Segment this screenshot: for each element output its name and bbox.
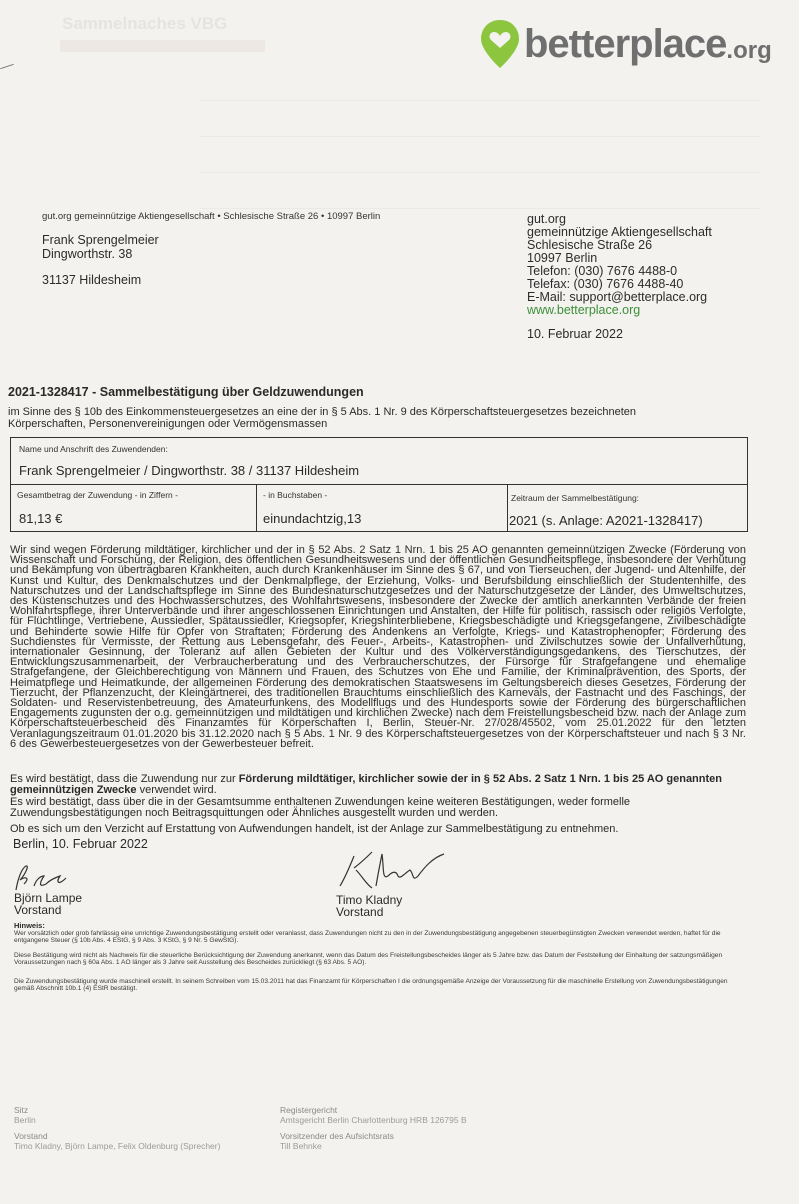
faded-table bbox=[200, 100, 760, 210]
exemption-statement: Wir sind wegen Förderung mildtätiger, kirchlicher und der in § 52 Abs. 2 Satz 1 Nrn. 1 bis 25 AO genannten gemeinnützigen Zwecke (Förderung von Wissenschaft und Forschung, der Religion, des öffentlichen Gesundheitswesens und der öffentlichen Gesundheitspflege, insbesondere der Verhütung und Bekämpfung von übertragbaren Krankheiten, auch durch Krankenhäuser im Sinne des § 67, und von Tierseuchen, der Jugend- und Altenhilfe, der Kunst und Kultur, des Denkmalschutzes und der Denkmalpflege, der Erziehung, Volks- und Berufsbildung einschließlich der Studentenhilfe, des Naturschutzes und der Landschaftspflege im Sinne des Bundesnaturschutzgesetzes und der Naturschutzgesetze der Länder, des Umweltschutzes, des Küstenschutzes und des Hochwasserschutzes, des Wohlfahrtswesens, insbesondere der Zwecke der amtlich anerkannten Verbände der freien Wohlfahrtspflege, ihrer Unterverbände und ihrer angeschlossenen Einrichtungen und Anstalten, der Hilfe für politisch, rassisch oder religiös Verfolgte, für Flüchtlinge, Vertriebene, Aussiedler, Spätaussiedler, Kriegsopfer, Kriegshinterbliebene, Kriegsbeschädigte und Kriegsgefangene, Zivilbeschädigte und Behinderte sowie Hilfe für Opfer von Straftaten; Förderung des Andenkens an Verfolgte, Kriegs- und Katastrophenopfer; Förderung des Suchdienstes für Vermisste, der Rettung aus Lebensgefahr, des Feuer-, Arbeits-, Katastrophen- und Zivilschutzes sowie der Unfallverhütung, internationaler Gesinnung, der Toleranz auf allen Gebieten der Kultur und des Völkerverständigungsgedankens, des Tierschutzes, der Entwicklungszusammenarbeit, der Verbraucherberatung und des Verbraucherschutzes, der Fürsorge für Strafgefangene und ehemalige Strafgefangene, der Gleichberechtigung von Männern und Frauen, des Schutzes von Ehe und Familie, der Kriminalprävention, des Sports, der Heimatpflege und Heimatkunde, der allgemeinen Förderung des demokratischen Staatswesens im Geltungsbereich dieses Gesetzes, Förderung der Tierzucht, der Pflanzenzucht, der Kleingärtnerei, des traditionellen Brauchtums einschließlich des Karnevals, der Fastnacht und des Faschings, der Soldaten- und Reservistenbetreuung, des Amateurfunkens, des Modellflugs und des Hundesports sowie der Förderung des bürgerschaftlichen Engagements zugunsten der o.g. gemeinnützigen und mildtätigen und kirchlichen Zwecke) nach dem Freistellungsbescheid bzw. nach der Anlage zum Körperschaftsteuerbescheid des Finanzamtes für Körperschaften I, Berlin, Steuer-Nr. 27/028/45502, vom 25.01.2022 für den letzten Veranlagungszeitraum 01.01.2020 bis 31.12.2020 nach § 5 Abs. 1 Nr. 9 des Körperschaftsteuergesetzes von der Körperschaftsteuer und nach § 3 Nr. 6 des Gewerbesteuergesetzes von der Gewerbesteuer befreit. bbox=[10, 544, 746, 750]
signer-right bbox=[336, 894, 402, 918]
amount-words-value: einundachtzig,13 bbox=[263, 511, 362, 526]
org-type: gemeinnützige Aktiengesellschaft bbox=[527, 225, 712, 239]
footer-sitz bbox=[14, 1106, 36, 1125]
org-street: Schlesische Straße 26 bbox=[527, 238, 653, 252]
expense-waiver-note: Ob es sich um den Verzicht auf Erstattung von Aufwendungen handelt, ist der Anlage zur Sammelbestätigung zu entnehmen. bbox=[10, 823, 619, 835]
footer-aufsichtsrat-label: Vorsitzender des Aufsichtsrats bbox=[280, 1131, 394, 1141]
amount-label: Gesamtbetrag der Zuwendung - in Ziffern - bbox=[17, 490, 178, 500]
footer-aufsichtsrat bbox=[280, 1132, 394, 1151]
signer-left-name: Björn Lampe bbox=[14, 891, 83, 905]
period-label: Zeitraum der Sammelbestätigung: bbox=[511, 493, 640, 503]
faded-header-text: Sammelnaches VBG bbox=[62, 14, 228, 33]
period-value: 2021 (s. Anlage: A2021-1328417) bbox=[509, 513, 703, 528]
signer-left-role: Vorstand bbox=[14, 903, 62, 917]
org-fax: Telefax: (030) 7676 4488-40 bbox=[527, 277, 684, 291]
footer-vorstand-label: Vorstand bbox=[14, 1131, 48, 1141]
org-website: www.betterplace.org bbox=[527, 303, 641, 317]
usage-confirmation-suffix: verwendet wird. bbox=[136, 783, 217, 796]
footer-register-value: Amtsgericht Berlin Charlottenburg HRB 126795 B bbox=[280, 1114, 467, 1125]
place-and-date: Berlin, 10. Februar 2022 bbox=[13, 837, 148, 851]
footer-sitz-value: Berlin bbox=[14, 1114, 36, 1125]
document-date: 10. Februar 2022 bbox=[527, 327, 623, 341]
org-name: gut.org bbox=[527, 212, 566, 226]
footer-aufsichtsrat-value: Till Behnke bbox=[280, 1140, 322, 1151]
donor-value: Frank Sprengelmeier / Dingworthstr. 38 / 31137 Hildesheim bbox=[19, 463, 360, 478]
signature-bjoern-lampe bbox=[10, 856, 80, 896]
footer-vorstand-value: Timo Kladny, Björn Lampe, Felix Oldenburg (Sprecher) bbox=[14, 1140, 221, 1151]
usage-confirmation-purpose: Förderung mildtätiger, kirchlicher sowie der in § 52 Abs. 2 Satz 1 Nrn. 1 bis 25 AO genannten gemeinnützigen Zwecke bbox=[10, 773, 722, 796]
signer-right-role: Vorstand bbox=[336, 905, 384, 919]
note-liability: Wer vorsätzlich oder grob fahrlässig eine unrichtige Zuwendungsbestätigung erstellt oder veranlasst, dass Zuwendungen nicht zu den in der Zuwendungsbestätigung angegebenen steuerbegünstigten Zwecken verwendet werden, haftet für die entgangene Steuer (§ 10b Abs. 4 EStG, § 9 Abs. 3 KStG, § 9 Nr. 5 GewStG). bbox=[14, 930, 721, 945]
footer-sitz-label: Sitz bbox=[14, 1105, 29, 1115]
donor-label: Name und Anschrift des Zuwendenden: bbox=[19, 444, 168, 454]
recipient-address bbox=[42, 233, 159, 261]
document-title: 2021-1328417 - Sammelbestätigung über Geldzuwendungen bbox=[8, 385, 364, 399]
recipient-street: Dingworthstr. 38 bbox=[42, 247, 133, 261]
footer-register-label: Registergericht bbox=[280, 1105, 338, 1115]
logo-wordmark: betterplace bbox=[524, 21, 727, 66]
signer-right-name: Timo Kladny bbox=[336, 893, 403, 907]
usage-confirmation-prefix: Es wird bestätigt, dass die Zuwendung nur zur bbox=[10, 773, 239, 785]
amount-value: 81,13 € bbox=[19, 511, 63, 526]
org-phone: Telefon: (030) 7676 4488-0 bbox=[527, 264, 678, 278]
note-validity: Diese Bestätigung wird nicht als Nachweis für die steuerliche Berücksichtigung der Zuwendung anerkannt, wenn das Datum des Freistellungsbescheides länger als 5 Jahre bzw. das Datum der Feststellung der Einhaltung der satzungsmäßigen Voraussetzungen nach § 60a Abs. 1 AO länger als 3 Jahre seit Ausstellung des Bescheides zurückliegt (§ 63 Abs. 5 AO). bbox=[14, 952, 723, 967]
org-city: 10997 Berlin bbox=[527, 251, 598, 265]
no-other-receipts-confirmation: Es wird bestätigt, dass über die in der Gesamtsumme enthaltenen Zuwendungen keine weiteren Bestätigungen, weder formelle Zuwendungsbestätigungen noch Beitragsquittungen oder Ähnliches ausgestellt wurden und werden. bbox=[10, 796, 631, 819]
footer-vorstand bbox=[14, 1132, 220, 1151]
usage-confirmation bbox=[10, 774, 740, 795]
donation-form-box bbox=[10, 437, 748, 532]
recipient-city: 31137 Hildesheim bbox=[42, 273, 142, 287]
signature-timo-kladny bbox=[332, 846, 452, 896]
faded-header-bar bbox=[60, 40, 265, 52]
document-subtitle: im Sinne des § 10b des Einkommensteuergesetzes an eine der in § 5 Abs. 1 Nr. 9 des Körperschaftsteuergesetzes bezeichneten Körperschaften, Personenvereinigungen oder Vermögensmassen bbox=[8, 406, 636, 430]
footer-register bbox=[280, 1106, 467, 1125]
logo-tld: .org bbox=[726, 37, 772, 64]
notes-heading: Hinweis: bbox=[14, 921, 45, 930]
org-email: E-Mail: support@betterplace.org bbox=[527, 290, 708, 304]
note-machine-generated: Die Zuwendungsbestätigung wurde maschinell erstellt. In seinem Schreiben vom 15.03.2011 hat das Finanzamt für Körperschaften I die ordnungsgemäße Anzeige der Voraussetzung für die maschinelle Erstellung von Zuwendungsbestätigungen gemäß Abschnitt 10b.1 (4) EStR bestätigt. bbox=[14, 978, 728, 993]
amount-words-label: - in Buchstaben - bbox=[263, 490, 328, 500]
betterplace-logo bbox=[478, 14, 772, 74]
margin-mark bbox=[0, 64, 14, 69]
location-pin-icon bbox=[478, 18, 522, 70]
sender-return-line: gut.org gemeinnützige Aktiengesellschaft • Schlesische Straße 26 • 10997 Berlin bbox=[42, 211, 381, 222]
signer-left bbox=[14, 892, 82, 916]
organization-address bbox=[527, 213, 712, 317]
recipient-name: Frank Sprengelmeier bbox=[42, 233, 159, 247]
